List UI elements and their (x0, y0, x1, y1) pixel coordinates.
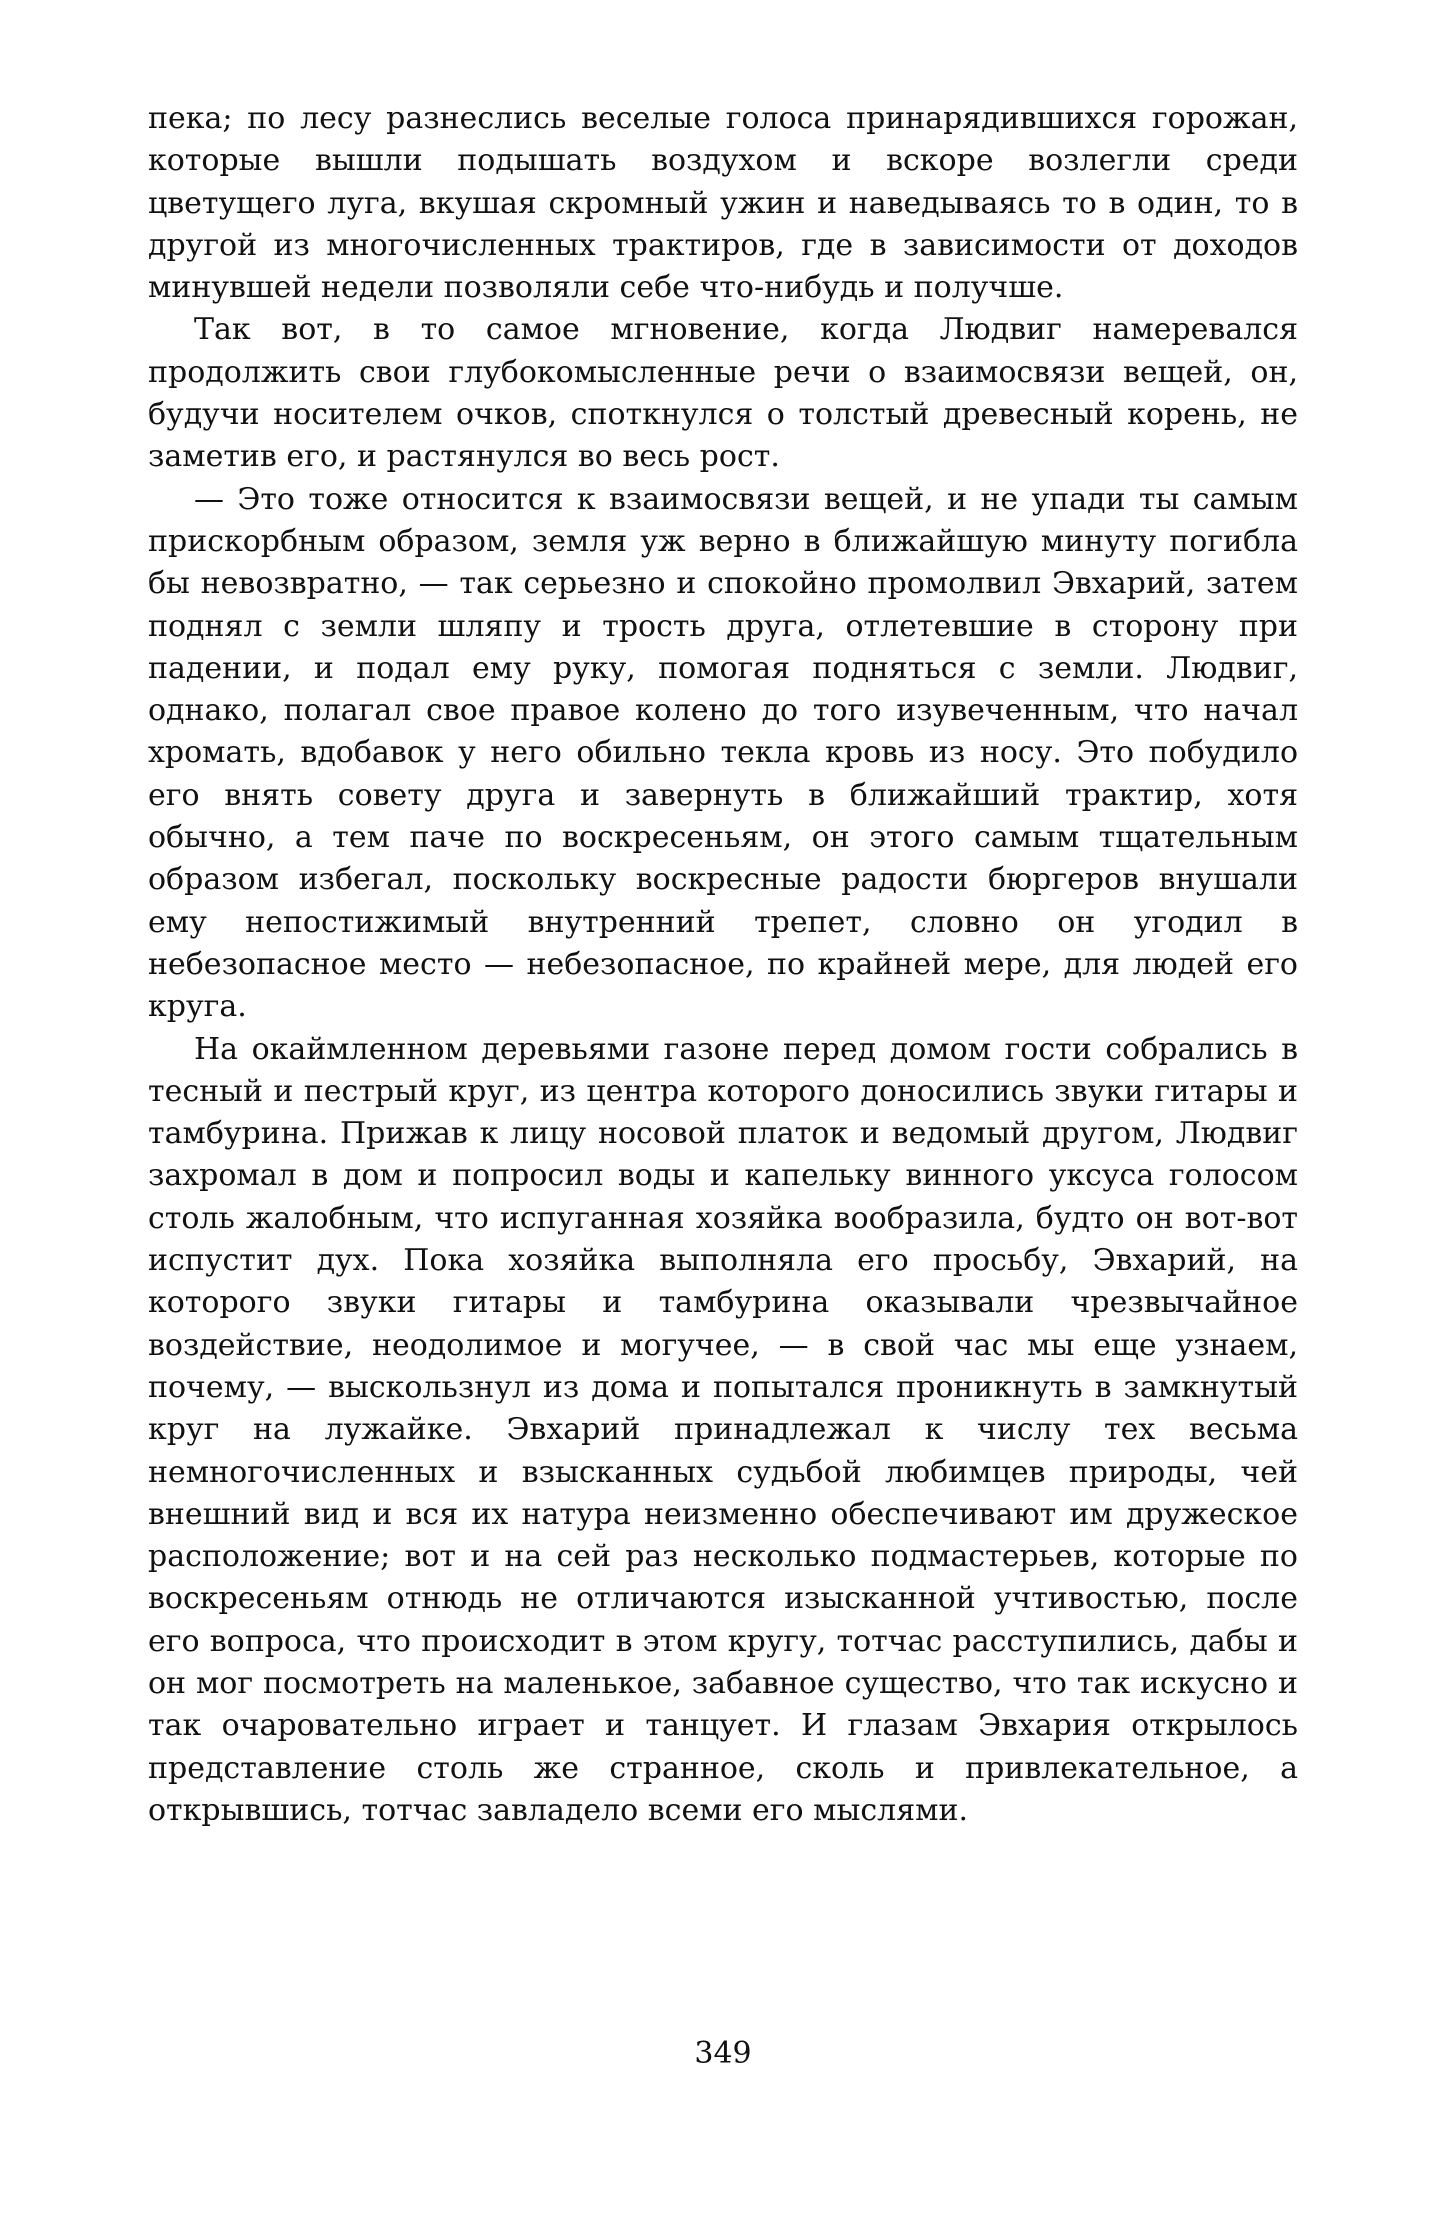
page-number: 349 (694, 2036, 752, 2071)
paragraph-2: Так вот, в то самое мгновение, когда Людвиг намеревался продолжить свои глубокомысленные речи о взаимосвязи вещей, он, будучи носителем очков, споткнулся о толстый древесный корень, не заметив его, и растянулся во весь рост. (148, 312, 1298, 475)
paragraph-3: — Это тоже относится к взаимосвязи вещей, и не упади ты самым прискорбным образом, земля уж верно в ближайшую минуту погибла бы невозвратно, — так серьезно и спокойно промолвил Эвхарий, затем поднял с земли шляпу и трость друга, отлетевшие в сторону при падении, и подал ему руку, помогая подняться с земли. Людвиг, однако, полагал свое правое колено до того изувеченным, что начал хромать, вдобавок у него обильно текла кровь из носу. Это побудило его внять совету друга и завернуть в ближайший трактир, хотя обычно, а тем паче по воскресеньям, он этого самым тщательным образом избегал, поскольку воскресные радости бюргеров внушали ему непостижимый внутренний трепет, словно он угодил в небезопасное место — небезопасное, по крайней мере, для людей его круга. (148, 481, 1298, 1025)
paragraph-4: На окаймленном деревьями газоне перед домом гости собрались в тесный и пестрый круг, из центра которого доносились звуки гитары и тамбурина. Прижав к лицу носовой платок и ведомый другом, Людвиг захромал в дом и попросил воды и капельку винного уксуса голосом столь жалобным, что испуганная хозяйка вообразила, будто он вот-вот испустит дух. Пока хозяйка выполняла его просьбу, Эвхарий, на которого звуки гитары и тамбурина оказывали чрезвычайное воздействие, неодолимое и могучее, — в свой час мы еще узнаем, почему, — выскользнул из дома и попытался проникнуть в замкнутый круг на лужайке. Эвхарий принадлежал к числу тех весьма немногочисленных и взысканных судьбой любимцев природы, чей внешний вид и вся их натура неизменно обеспечивают им дружеское расположение; вот и на сей раз несколько подмастерьев, которые по воскресеньям отнюдь не отличаются изысканной учтивостью, после его вопроса, что происходит в этом кругу, тотчас расступились, дабы и он мог посмотреть на маленькое, забавное существо, что так искусно и так очаровательно играет и танцует. И глазам Эвхария открылось представление столь же странное, сколь и привлекательное, а открывшись, тотчас завладело всеми его мыслями. (148, 1031, 1298, 1828)
body-text (148, 98, 1298, 1832)
paragraph-1: пека; по лесу разнеслись веселые голоса принарядившихся горожан, которые вышли подышать воздухом и вскоре возлегли среди цветущего луга, вкушая скромный ужин и наведываясь то в один, то в другой из многочисленных трактиров, где в зависимости от доходов минувшей недели позволяли себе что-нибудь и получше. (148, 101, 1298, 306)
